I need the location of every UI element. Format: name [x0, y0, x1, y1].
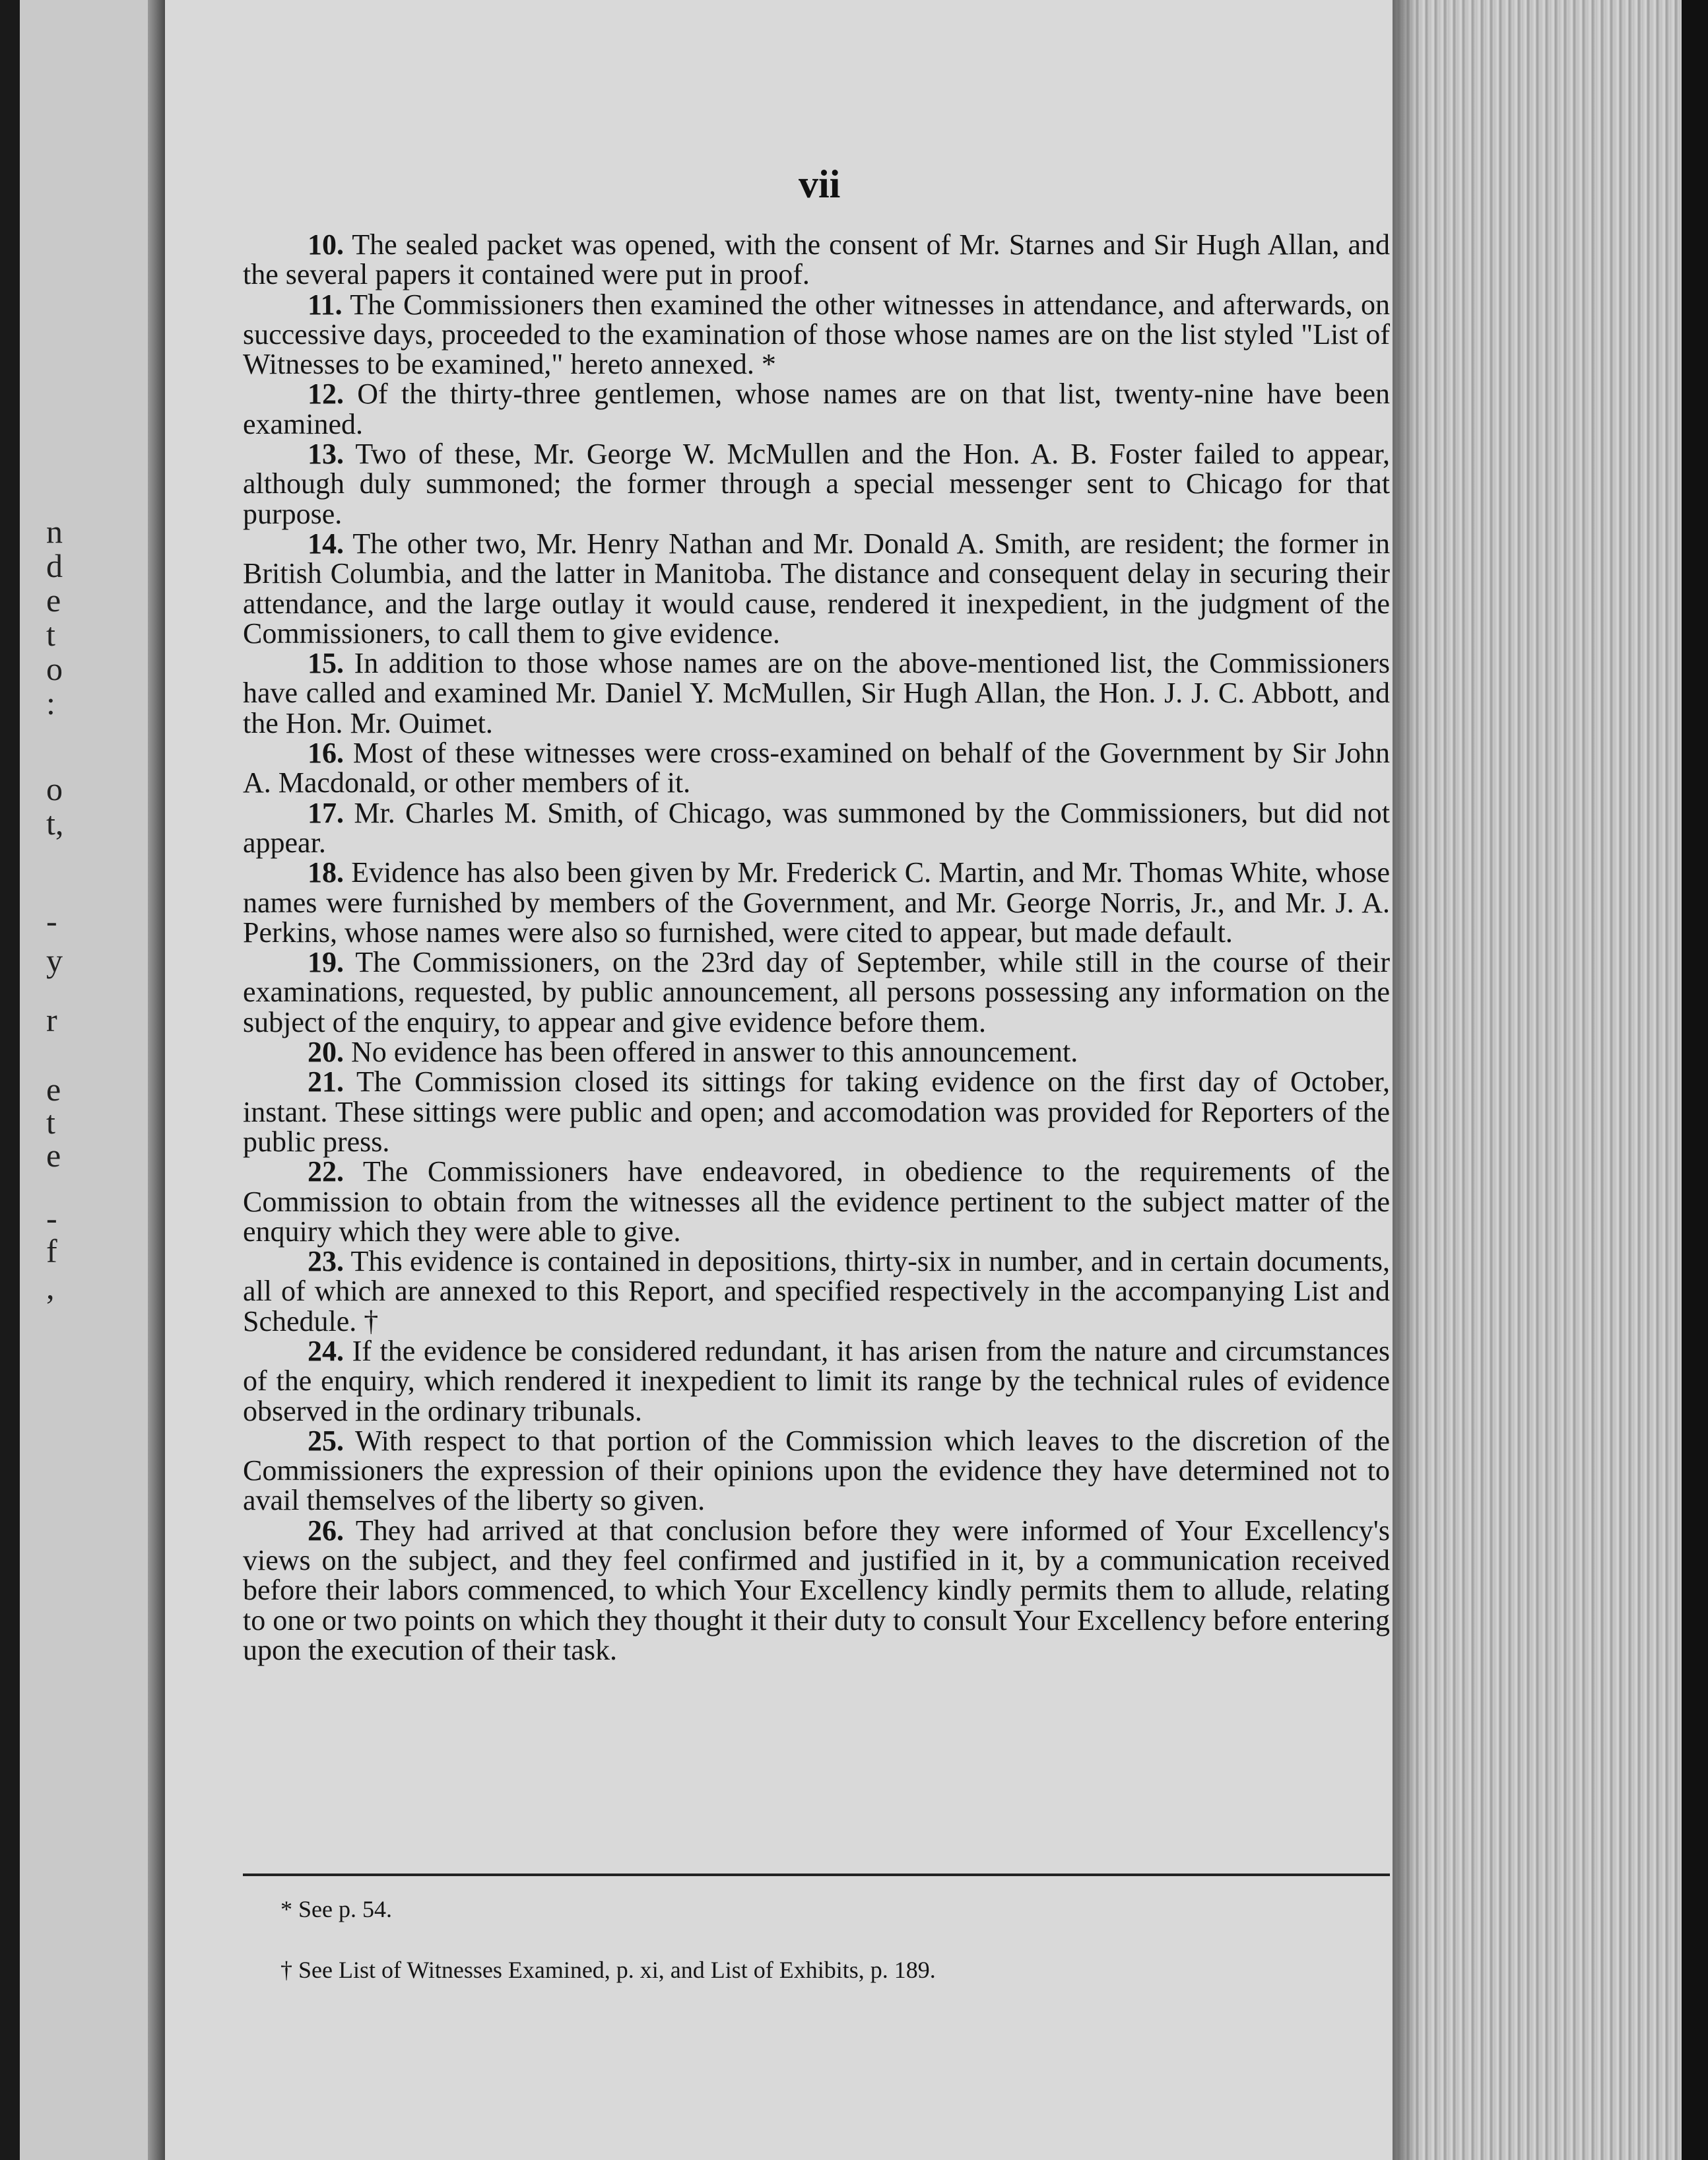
fragment-char: n	[46, 513, 63, 550]
report-body	[243, 230, 1390, 1665]
fragment-char: r	[46, 1001, 57, 1038]
paragraph-number: 22.	[308, 1155, 344, 1188]
fragment-char: -	[46, 1199, 57, 1236]
paragraph-text: The other two, Mr. Henry Nathan and Mr. Donald A. Smith, are resident; the former in British Columbia, and the latter in Manitoba. The distance and consequent delay in securing their attendance, and the large outlay it would cause, rendered it inexpedient, in the judgment of the Commissioners, to call them to give evidence.	[243, 527, 1390, 650]
paragraph-25	[243, 1426, 1390, 1516]
paragraph-text: Evidence has also been given by Mr. Frederick C. Martin, and Mr. Thomas White, whose names were furnished by members of the Government, and Mr. George Norris, Jr., and Mr. J. A. Perkins, whose names were also so furnished, were cited to appear, but made default.	[243, 856, 1391, 949]
paragraph-number: 10.	[308, 228, 344, 261]
paragraph-11	[243, 290, 1390, 380]
page-number: vii	[799, 162, 841, 206]
paragraph-text: With respect to that portion of the Commission which leaves to the discretion of the Commissioners the expression of their opinions upon the evidence they have determined not to avail themselves of the liberty so given.	[243, 1424, 1390, 1517]
paragraph-text: In addition to those whose names are on the above-mentioned list, the Commissioners have called and examined Mr. Daniel Y. McMullen, Sir Hugh Allan, the Hon. J. J. C. Abbott, and the Hon. Mr. Ouimet.	[243, 647, 1391, 739]
paragraph-24	[243, 1336, 1390, 1426]
previous-page-edge	[0, 0, 165, 2160]
paragraph-18	[243, 858, 1390, 947]
page-shadow	[1393, 0, 1419, 2160]
paragraph-text: No evidence has been offered in answer to this announcement.	[351, 1036, 1078, 1069]
fragment-char: f	[46, 1232, 57, 1269]
book-page-edges	[1393, 0, 1708, 2160]
paragraph-23	[243, 1246, 1390, 1336]
footnote-divider	[243, 1873, 1390, 1876]
paragraph-text: Mr. Charles M. Smith, of Chicago, was summoned by the Commissioners, but did not appear.	[243, 796, 1391, 859]
paragraph-text: Most of these witnesses were cross-examined on behalf of the Government by Sir John A. Macdonald, or other members of it.	[243, 737, 1390, 799]
footnote-1	[280, 1895, 1369, 1924]
paragraph-20	[243, 1037, 1390, 1067]
footnote-mark: *	[280, 1896, 292, 1922]
paragraph-number: 18.	[308, 856, 344, 889]
fragment-char: t	[46, 616, 55, 653]
paragraph-21	[243, 1067, 1390, 1157]
paragraph-number: 19.	[308, 946, 344, 979]
paragraph-17	[243, 798, 1390, 858]
fragment-char: t,	[46, 805, 64, 842]
paragraph-10	[243, 230, 1390, 290]
paragraph-number: 17.	[308, 796, 344, 829]
binding-gutter	[148, 0, 165, 2160]
paragraph-text: The sealed packet was opened, with the consent of Mr. Starnes and Sir Hugh Allan, and the several papers it contained were put in proof.	[243, 228, 1390, 291]
paragraph-22	[243, 1157, 1390, 1246]
paragraph-15	[243, 648, 1390, 738]
paragraph-14	[243, 529, 1390, 648]
paragraph-number: 25.	[308, 1424, 344, 1457]
fragment-char: o	[46, 650, 63, 687]
paragraph-number: 11.	[308, 288, 343, 321]
paragraph-number: 21.	[308, 1065, 344, 1098]
paragraph-number: 14.	[308, 527, 344, 560]
paragraph-13	[243, 439, 1390, 529]
paragraph-number: 24.	[308, 1334, 344, 1367]
paragraph-text: The Commission closed its sittings for taking evidence on the first day of October, instant. These sittings were public and open; and accomodation was provided for Reporters of the public press.	[243, 1065, 1390, 1158]
paragraph-number: 23.	[308, 1245, 344, 1278]
paragraph-text: Two of these, Mr. George W. McMullen and the Hon. A. B. Foster failed to appear, although duly summoned; the former through a special messenger sent to Chicago for that purpose.	[243, 438, 1390, 530]
fragment-char: ,	[46, 1269, 55, 1306]
fragment-char: e	[46, 582, 61, 619]
paragraph-text: The Commissioners then examined the other witnesses in attendance, and afterwards, on successive days, proceeded to the examination of those whose names are on the list styled "List of Witnesses to be examined," hereto annexed. *	[243, 288, 1390, 381]
footnote-2	[280, 1955, 1369, 1984]
fragment-char: o	[46, 770, 63, 807]
footnote-text: See List of Witnesses Examined, p. xi, and List of Exhibits, p. 189.	[298, 1957, 936, 1983]
fragment-char: :	[46, 685, 55, 722]
paragraph-number: 16.	[308, 737, 344, 770]
paragraph-16	[243, 738, 1390, 798]
footnotes	[280, 1895, 1369, 2016]
fragment-char: -	[46, 902, 57, 939]
scan-border	[1682, 0, 1708, 2160]
paragraph-text: They had arrived at that conclusion before they were informed of Your Excellency's views on the subject, and they feel confirmed and justified in it, by a communication received before their labors commenced, to which Your Excellency kindly permits them to allude, relating to one or two points on which they thought it their duty to consult Your Excellency before entering upon the execution of their task.	[243, 1514, 1390, 1666]
footnote-mark: †	[280, 1957, 292, 1983]
footnote-text: See p. 54.	[298, 1896, 392, 1922]
fragment-char: e	[46, 1137, 61, 1174]
paragraph-12	[243, 379, 1390, 439]
paragraph-number: 13.	[308, 438, 344, 471]
fragment-char: y	[46, 942, 63, 979]
fragment-char: e	[46, 1071, 61, 1108]
paragraph-number: 20.	[308, 1036, 344, 1069]
paragraph-text: The Commissioners have endeavored, in obedience to the requirements of the Commission to obtain from the witnesses all the evidence pertinent to the subject matter of the enquiry which they were able to give.	[243, 1155, 1390, 1248]
fragment-char: d	[46, 547, 63, 584]
paragraph-text: Of the thirty-three gentlemen, whose names are on that list, twenty-nine have been examined.	[243, 378, 1390, 440]
paragraph-number: 15.	[308, 647, 344, 680]
paragraph-number: 12.	[308, 378, 344, 411]
paragraph-number: 26.	[308, 1514, 344, 1547]
paragraph-text: This evidence is contained in depositions, thirty-six in number, and in certain documents, all of which are annexed to this Report, and specified respectively in the accompanying List and Schedule. †	[243, 1245, 1390, 1337]
paragraph-19	[243, 947, 1390, 1037]
paragraph-text: If the evidence be considered redundant, it has arisen from the nature and circumstances of the enquiry, which rendered it inexpedient to limit its range by the technical rules of evidence observed in the ordinary tribunals.	[243, 1334, 1390, 1427]
scan-border	[0, 0, 20, 2160]
paragraph-text: The Commissioners, on the 23rd day of September, while still in the course of their examinations, requested, by public announcement, all persons possessing any information on the subject of the enquiry, to appear and give evidence before them.	[243, 946, 1390, 1038]
paragraph-26	[243, 1516, 1390, 1665]
fragment-char: t	[46, 1104, 55, 1141]
